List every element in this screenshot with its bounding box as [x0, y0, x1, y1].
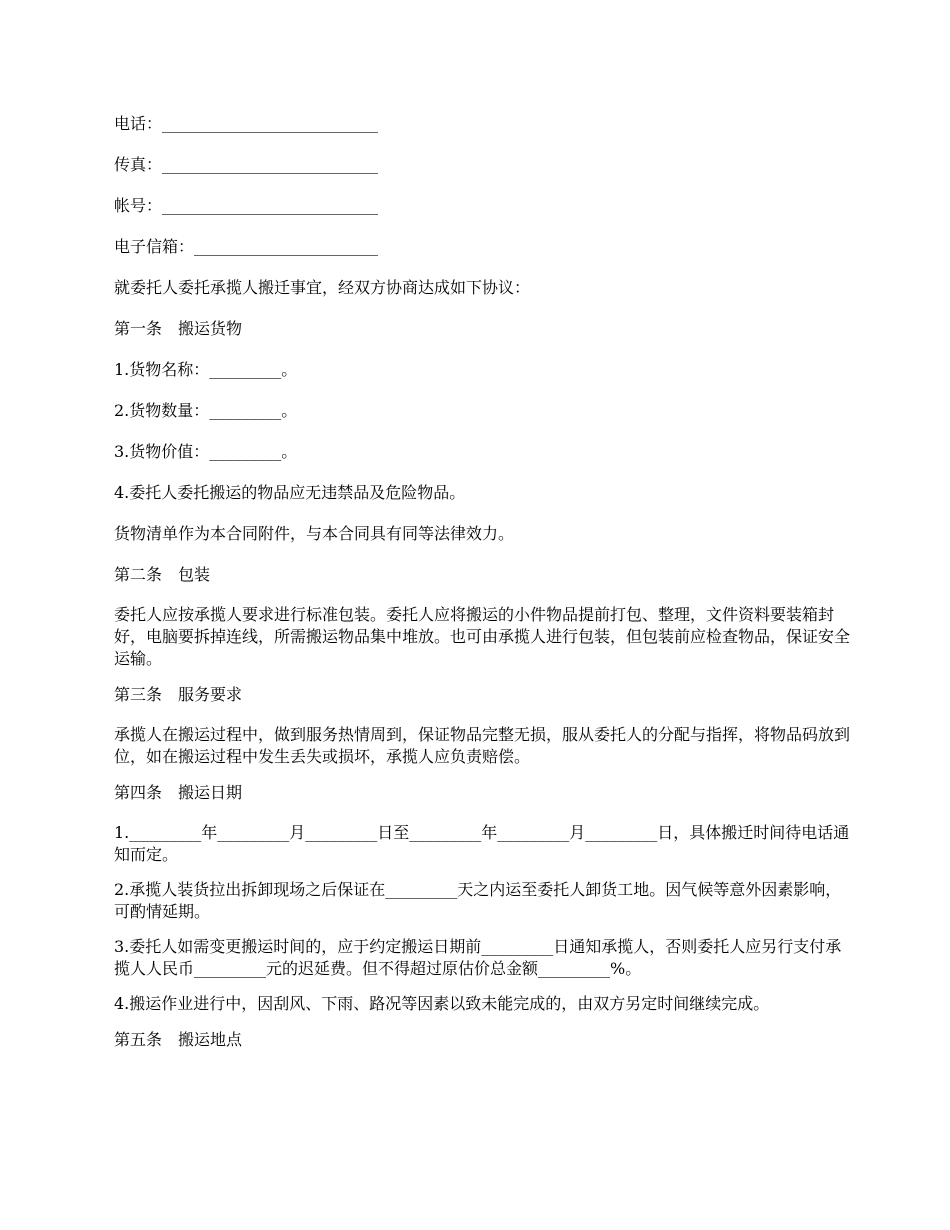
article-5-heading: 第五条 搬运地点 [114, 1030, 243, 1049]
article-1-item-1: 1.货物名称：_________。 [114, 360, 298, 379]
email-field-line: 电子信箱：_______________________ [114, 237, 379, 256]
article-1-item-2: 2.货物数量：_________。 [114, 401, 298, 420]
article-1-note: 货物清单作为本合同附件，与本合同具有同等法律效力。 [114, 524, 515, 543]
account-field-line: 帐号：___________________________ [114, 196, 379, 215]
article-3-body: 承揽人在搬运过程中，做到服务热情周到，保证物品完整无损，服从委托人的分配与指挥，将物品码放到位，如在搬运过程中发生丢失或损坏，承揽人应负责赔偿。 [114, 725, 851, 766]
document-page [114, 112, 850, 1069]
article-2-body: 委托人应按承揽人要求进行标准包装。委托人应将搬运的小件物品提前打包、整理，文件资料要装箱封好，电脑要拆掉连线，所需搬运物品集中堆放。也可由承揽人进行包装，但包装前应检查物品，保证安全运输。 [114, 605, 851, 668]
intro-paragraph: 就委托人委托承揽人搬迁事宜，经双方协商达成如下协议： [114, 278, 531, 297]
article-1-heading: 第一条 搬运货物 [114, 319, 243, 338]
article-4-item-1: 1._________年_________月_________日至_________年_________月_________日，具体搬迁时间待电话通知而定。 [114, 823, 850, 864]
article-1-item-3: 3.货物价值：_________。 [114, 442, 298, 461]
article-1-item-4: 4.委托人委托搬运的物品应无违禁品及危险物品。 [114, 483, 466, 502]
fax-field-line: 传真：___________________________ [114, 155, 379, 174]
article-4-item-3: 3.委托人如需变更搬运时间的，应于约定搬运日期前_________日通知承揽人，否则委托人应另行支付承揽人人民币_________元的迟延费。但不得超过原估价总金额_________%。 [114, 937, 842, 978]
article-3-heading: 第三条 服务要求 [114, 685, 243, 704]
article-2-heading: 第二条 包装 [114, 565, 211, 584]
phone-field-line: 电话：___________________________ [114, 114, 379, 133]
article-4-heading: 第四条 搬运日期 [114, 783, 243, 802]
article-4-item-2: 2.承揽人装货拉出拆卸现场之后保证在_________天之内运至委托人卸货工地。因气候等意外因素影响，可酌情延期。 [114, 880, 842, 921]
article-4-item-4: 4.搬运作业进行中，因刮风、下雨、路况等因素以致未能完成的，由双方另定时间继续完成。 [114, 994, 770, 1013]
